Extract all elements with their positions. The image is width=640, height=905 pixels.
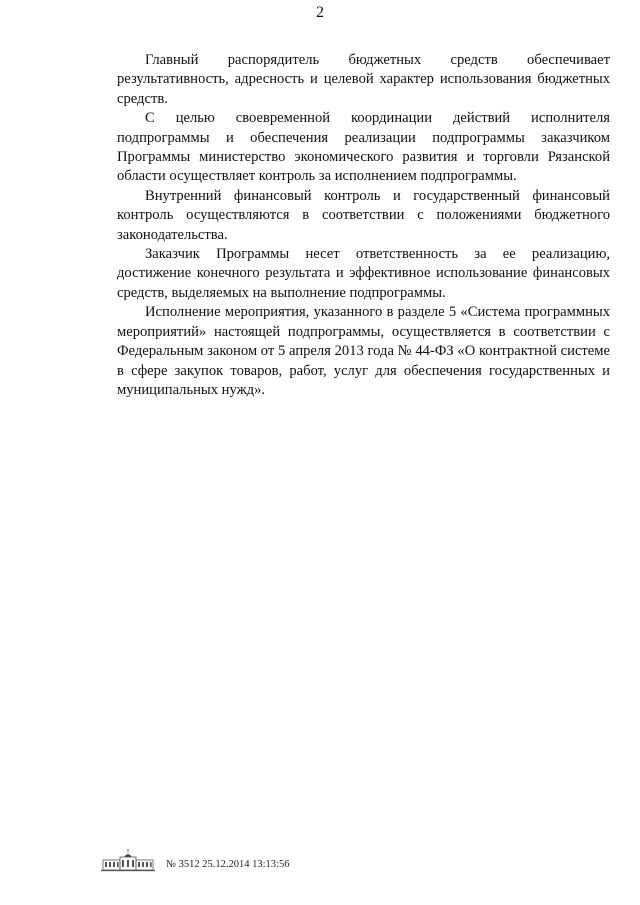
paragraph-customer-responsibility: Заказчик Программы несет ответственность за ее реализацию, достижение конечного результата и эффективное использование финансовых средств, выделяемых на выполнение подпрограммы. bbox=[117, 246, 610, 301]
government-building-icon bbox=[100, 848, 156, 878]
document-body bbox=[117, 51, 610, 400]
paragraph-coordination: С целью своевременной координации действий исполнителя подпрограммы и обеспечения реализации подпрограммы заказчиком Программы министерство экономического развития и торговли Рязанской области осуществляет контроль за исполнением подпрограммы. bbox=[117, 110, 610, 185]
paragraph-procurement-law: Исполнение мероприятия, указанного в разделе 5 «Система программных мероприятий» настоящей подпрограммы, осуществляется в соответствии с Федеральным законом от 5 апреля 2013 года № 44-ФЗ «О контрактной системе в сфере закупок товаров, работ, услуг для обеспечения государственных и муниципальных нужд». bbox=[117, 304, 610, 398]
registration-number-datetime: № 3512 25.12.2014 13:13:56 bbox=[166, 859, 290, 870]
registration-stamp bbox=[100, 846, 289, 878]
paragraph-financial-control: Внутренний финансовый контроль и государственный финансовый контроль осуществляются в соответствии с положениями бюджетного законодательства. bbox=[117, 187, 610, 243]
page-number: 2 bbox=[316, 4, 324, 21]
paragraph-budget-manager: Главный распорядитель бюджетных средств обеспечивает результативность, адресность и целевой характер использования бюджетных средств. bbox=[117, 52, 610, 107]
